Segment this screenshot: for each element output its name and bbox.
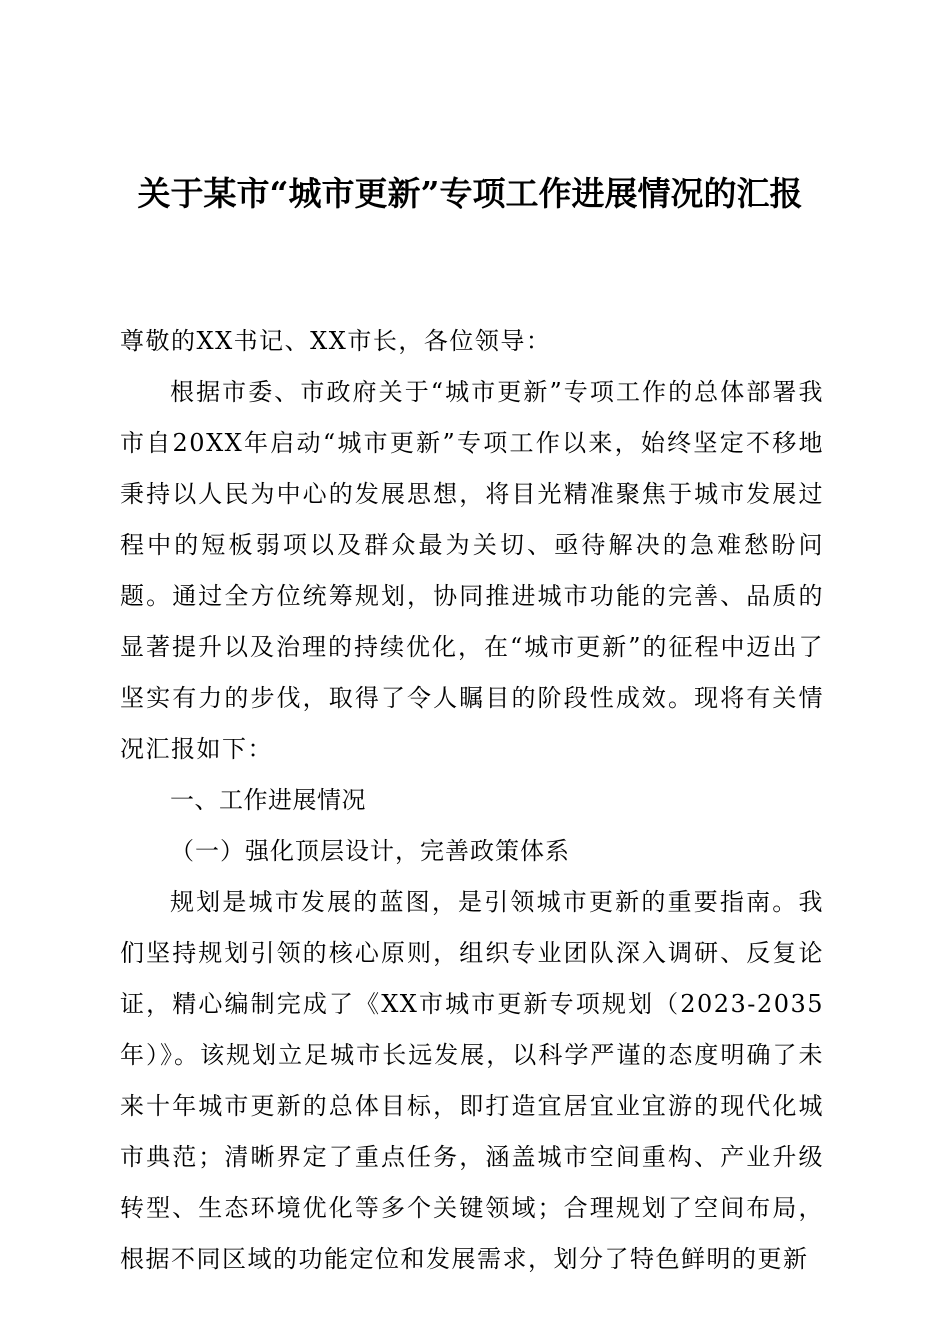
salutation: 尊敬的XX书记、XX市长，各位领导： xyxy=(120,327,552,355)
subsection-paragraph-1: 规划是城市发展的蓝图，是引领城市更新的重要指南。我们坚持规划引领的核心原则，组织专业团队深入调研、反复论证，精心编制完成了《XX市城市更新专项规划（2023-2035年）》。该规划立足城市长远发展，以科学严谨的态度明确了未来十年城市更新的总体目标，即打造宜居宜业宜游的现代化城市典范；清晰界定了重点任务，涵盖城市空间重构、产业升级转型、生态环境优化等多个关键领域；合理规划了空间布局，根据不同区域的功能定位和发展需求，划分了特色鲜明的更新 xyxy=(120,888,824,1273)
section-heading-1: 一、工作进展情况 xyxy=(170,786,366,814)
document-title: 关于某市“城市更新”专项工作进展情况的汇报 xyxy=(137,174,803,213)
document-body xyxy=(120,316,824,1285)
subsection-heading-1: （一）强化顶层设计，完善政策体系 xyxy=(170,837,570,865)
intro-paragraph: 根据市委、市政府关于“城市更新”专项工作的总体部署我市自20XX年启动“城市更新”专项工作以来，始终坚定不移地秉持以人民为中心的发展思想，将目光精准聚焦于城市发展过程中的短板弱项以及群众最为关切、亟待解决的急难愁盼问题。通过全方位统筹规划，协同推进城市功能的完善、品质的显著提升以及治理的持续优化，在“城市更新”的征程中迈出了坚实有力的步伐，取得了令人瞩目的阶段性成效。现将有关情况汇报如下： xyxy=(120,378,824,763)
